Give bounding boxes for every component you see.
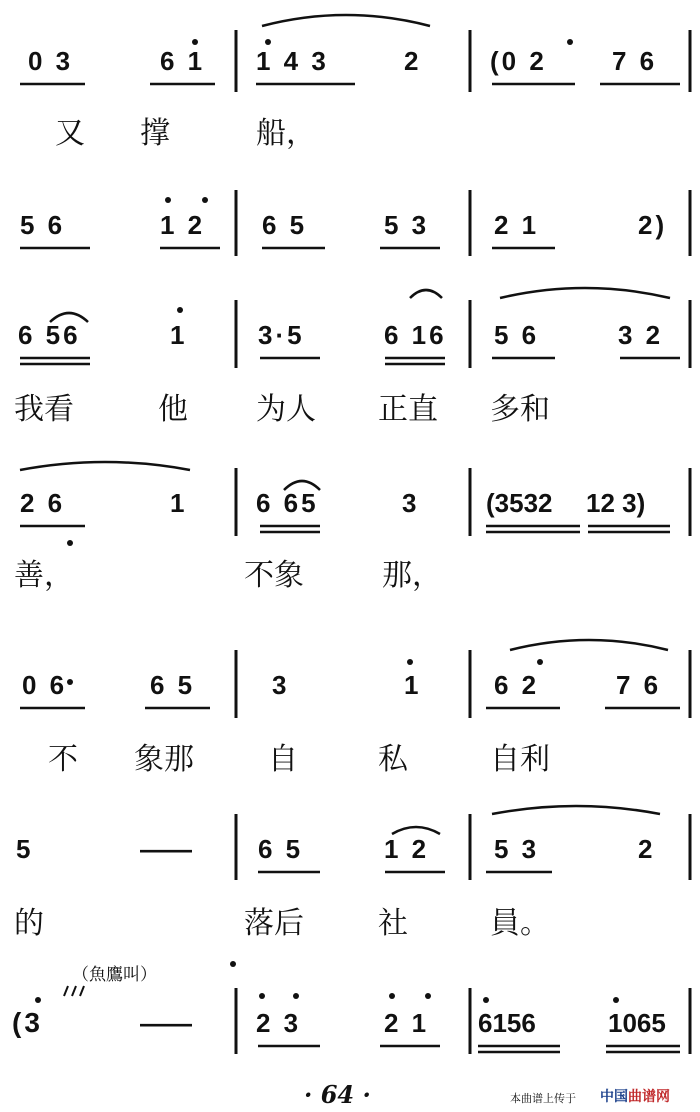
lyric: 自利 [490,742,550,777]
lyric: 船， [256,116,316,151]
page-number: · 64 · [304,1080,371,1109]
note-group: 2 [638,834,656,864]
octave-dot [613,997,619,1003]
octave-dot [293,993,299,999]
octave-dot [230,961,236,967]
note-group: 1 [170,320,188,350]
note-group: —— [140,834,192,864]
note-group: 7 6 [612,46,658,76]
note-group: (3532 [486,488,553,518]
note-group: 5 6 [494,320,540,350]
note-group: 7 6 [616,670,662,700]
lyric: 不象 [244,558,304,593]
note-group: 6 5 [258,834,304,864]
note-group: 1 2 [384,834,430,864]
lyric: 社 [378,906,408,941]
octave-dot [483,997,489,1003]
lyric: 我看 [14,392,74,427]
note-group: 2 6 [20,488,66,518]
note-group: 5 3 [494,834,540,864]
note-group: 5 [16,834,34,864]
slur [510,640,668,650]
note-group: 1 2 [160,210,206,240]
slur [492,806,660,814]
lyric: 善， [14,558,74,593]
sound-effect-annotation: （魚鷹叫） [72,965,157,985]
octave-dot [259,993,265,999]
lyric: 那， [382,558,442,593]
note-group: 2 1 [384,1008,430,1038]
note-group: 2 1 [494,210,540,240]
lyric: 落后 [244,906,304,941]
note-group: 6 16 [384,320,447,350]
lyric: 私 [378,742,408,777]
lyric: 为人 [256,392,316,427]
lyric: 撑 [140,116,170,151]
slur [20,462,190,470]
note-group: 6 2 [494,670,540,700]
upload-credit: 本曲谱上传于 [510,1092,576,1105]
note-group: —— [140,1008,192,1038]
octave-dot [567,39,573,45]
logo-text-1: 中国 [600,1089,628,1105]
lyric: 正直 [378,392,438,427]
lyric: 多和 [490,392,550,427]
lyric: 自 [268,742,298,777]
note-group: (0 2 [490,46,547,76]
lyric: 象那 [134,742,194,777]
note-group: 1065 [608,1008,666,1038]
note-group: 6 5 [262,210,308,240]
octave-dot [389,993,395,999]
octave-dot [177,307,183,313]
octave-dot [202,197,208,203]
slur [392,827,440,834]
note-group: 1 4 3 [256,46,329,76]
grace-ticks [64,986,84,996]
note-group: 3·5 [258,320,305,350]
note-group: 2 3 [256,1008,302,1038]
note-group: 3 [272,670,290,700]
octave-dot [537,659,543,665]
octave-dot [67,540,73,546]
note-group: 3 [402,488,420,518]
site-logo [600,1086,670,1106]
note-group: 0 6 [22,670,68,700]
lyric: 不 [48,742,78,777]
note-group: 12 3) [586,488,646,518]
note-group: 6 1 [160,46,206,76]
lyric: 又 [55,116,85,151]
octave-dot [165,197,171,203]
lyric: 他 [158,392,188,427]
note-group: 0 3 [28,46,74,76]
note-group: 6 65 [256,488,319,518]
octave-dot [67,679,73,685]
lyric: 的 [14,906,44,941]
note-group: 1 [170,488,188,518]
slur [410,290,442,298]
octave-dot [192,39,198,45]
note-group: 5 3 [384,210,430,240]
note-group: 2) [638,210,668,240]
note-group: 6 5 [150,670,196,700]
slur [500,288,670,298]
note-group: 1 [404,670,422,700]
logo-text-2: 曲谱网 [628,1089,670,1105]
note-group: (3 [12,1007,43,1038]
octave-dot [265,39,271,45]
note-group: 2 [404,46,422,76]
octave-dot [425,993,431,999]
octave-dot [407,659,413,665]
lyric: 員。 [490,906,550,941]
note-group: 6 56 [18,320,81,350]
octave-dot [35,997,41,1003]
slur [262,15,430,26]
note-group: 5 6 [20,210,66,240]
note-group: 3 2 [618,320,664,350]
note-group: 6156 [478,1008,536,1038]
